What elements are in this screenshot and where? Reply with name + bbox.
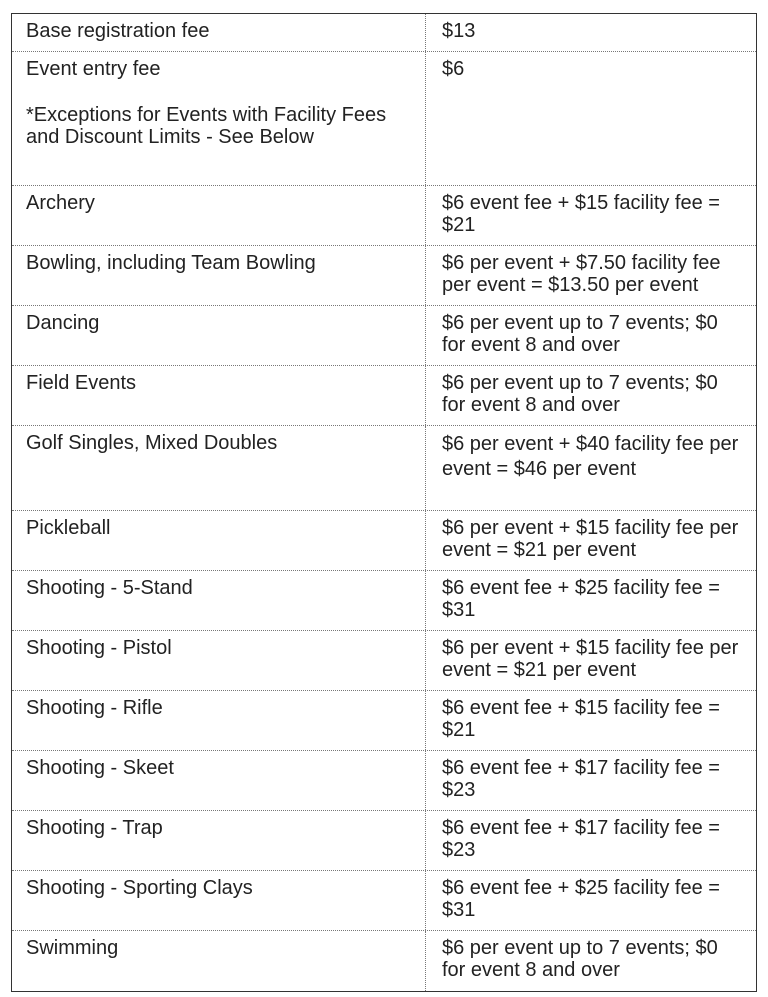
event-fee: $6 per event + $15 facility fee per event = $21 per event: [442, 517, 739, 561]
table-row: [12, 751, 756, 811]
event-name-cell: [12, 52, 426, 185]
event-name: Pickleball: [12, 511, 426, 570]
event-fee: $6 per event up to 7 events; $0 for event 8 and over: [442, 372, 718, 416]
event-name: Swimming: [12, 931, 426, 991]
table-row: [12, 691, 756, 751]
table-row: [12, 811, 756, 871]
table-row: [12, 306, 756, 366]
table-row: [12, 426, 756, 511]
event-name: Dancing: [12, 306, 426, 365]
event-name: Shooting - Trap: [12, 811, 426, 870]
event-fee: $6 event fee + $17 facility fee = $23: [442, 757, 720, 801]
event-name: Shooting - Pistol: [12, 631, 426, 690]
table-row: [12, 511, 756, 571]
event-fee: $6 per event + $7.50 facility fee per event = $13.50 per event: [442, 252, 721, 296]
event-fee: $6 per event + $15 facility fee per event = $21 per event: [442, 637, 739, 681]
table-row: [12, 52, 756, 186]
event-name: Golf Singles, Mixed Doubles: [12, 426, 426, 510]
event-fee: $6 per event + $40 facility fee per event = $46 per event: [442, 433, 739, 480]
table-row: [12, 631, 756, 691]
event-name: Shooting - Skeet: [12, 751, 426, 810]
event-name: Event entry fee: [26, 58, 161, 80]
table-row: [12, 871, 756, 931]
table-row: [12, 186, 756, 246]
table-row: [12, 14, 756, 52]
event-name: Archery: [12, 186, 426, 245]
event-name: Field Events: [12, 366, 426, 425]
event-fee: $6: [442, 58, 465, 80]
event-fee: $6 event fee + $17 facility fee = $23: [442, 817, 720, 861]
table-row: [12, 246, 756, 306]
exceptions-note: *Exceptions for Events with Facility Fees and Discount Limits - See Below: [26, 104, 387, 148]
event-fee: $6 event fee + $25 facility fee = $31: [442, 577, 720, 621]
event-fee: $6 event fee + $15 facility fee = $21: [442, 192, 720, 236]
event-fee: $6 event fee + $25 facility fee = $31: [442, 877, 720, 921]
event-fee: $6 per event up to 7 events; $0 for event 8 and over: [442, 937, 718, 981]
event-name: Shooting - 5-Stand: [12, 571, 426, 630]
event-name: Base registration fee: [12, 14, 426, 51]
event-name: Bowling, including Team Bowling: [12, 246, 426, 305]
event-name: Shooting - Rifle: [12, 691, 426, 750]
event-fee: $13: [442, 20, 476, 42]
fee-table: [11, 13, 757, 992]
event-name: Shooting - Sporting Clays: [12, 871, 426, 930]
table-row: [12, 571, 756, 631]
table-row: [12, 931, 756, 991]
table-row: [12, 366, 756, 426]
event-fee: $6 per event up to 7 events; $0 for event 8 and over: [442, 312, 718, 356]
event-fee: $6 event fee + $15 facility fee = $21: [442, 697, 720, 741]
